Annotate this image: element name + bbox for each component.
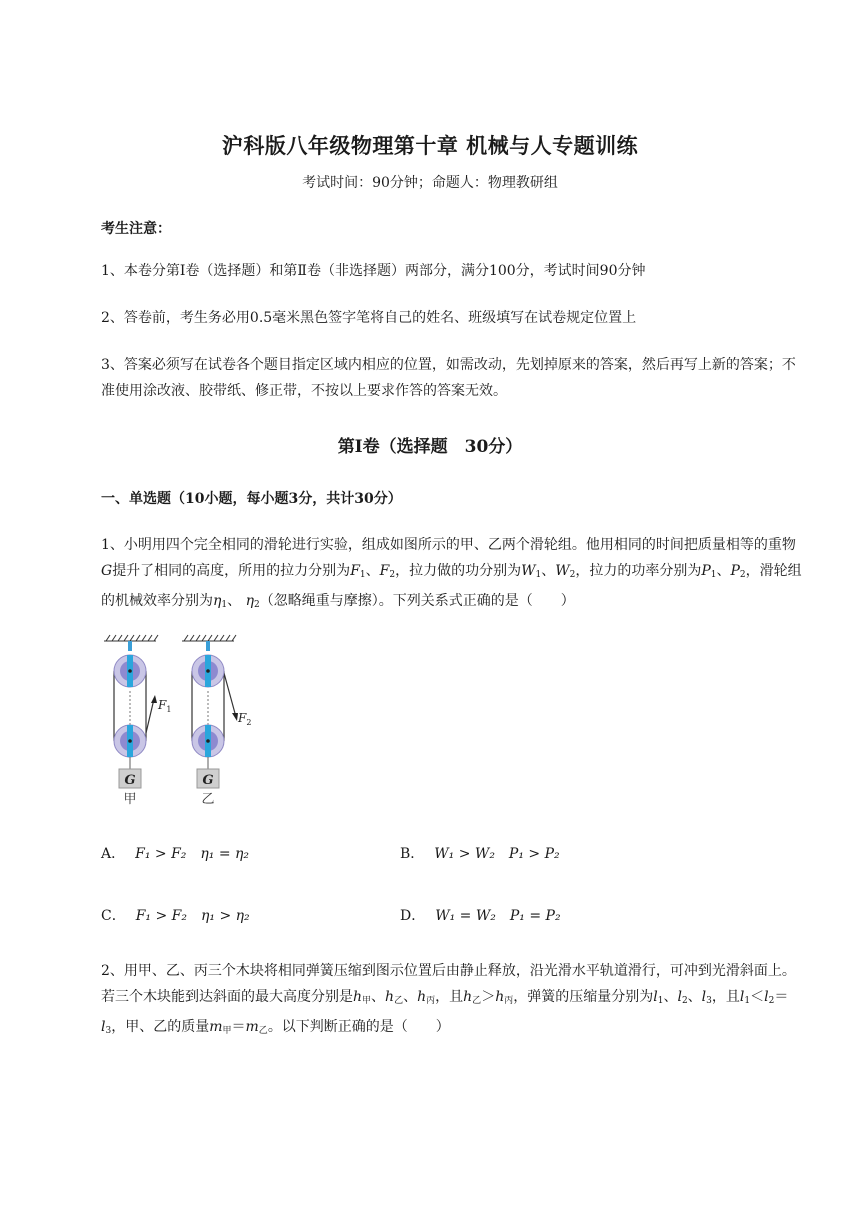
- weight-label-right: G: [202, 773, 214, 788]
- force-label-f2: $F_2$: [238, 711, 252, 727]
- option-b[interactable]: B． W₁ > W₂ P₁ > P₂: [400, 846, 560, 862]
- question-1: 1、小明用四个完全相同的滑轮进行实验，组成如图所示的甲、乙两个滑轮组。他用相同的时间把质量相等的重物G提升了相同的高度，所用的拉力分别为$F_1$、$F_2$，拉力做的功分别为$W_1$、$W_2$，拉力的功率分别为$P_1$、$P_2$，滑轮组的机械效率分别为$\eta_1$、 $\eta_2$（忽略绳重与摩擦）。下列关系式正确的是（ ）: [101, 537, 802, 610]
- option-c[interactable]: C． F₁ > F₂ η₁ > η₂: [101, 908, 250, 924]
- part-title: 一、单选题（10小题，每小题3分，共计30分）: [101, 491, 402, 507]
- force-label-f1: $F_1$: [158, 698, 172, 714]
- pulley-diagram: [100, 633, 270, 809]
- ceiling-left: [104, 635, 158, 641]
- label-yi: 乙: [201, 792, 215, 807]
- notice-item-2: 2、答卷前，考生务必用0.5毫米黑色签字笔将自己的姓名、班级填写在试卷规定位置上: [101, 310, 637, 326]
- question-2: 2、用甲、乙、丙三个木块将相同弹簧压缩到图示位置后由静止释放，沿光滑水平轨道滑行，可冲到光滑斜面上。若三个木块能到达斜面的最大高度分别是$h_甲$、$h_乙$、$h_丙$，且$h_乙>h_丙$，弹簧的压缩量分别为$l_1$、$l_2$、$l_3$，且$l_1<l_2=l_3$，甲、乙的质量$m_甲=m_乙$。以下判断正确的是（ ）: [101, 963, 796, 1036]
- section-title: 第Ⅰ卷（选择题 30分）: [337, 437, 523, 457]
- exam-info: 考试时间：90分钟；命题人：物理教研组: [302, 175, 558, 191]
- label-jia: 甲: [123, 792, 137, 807]
- option-a[interactable]: A． F₁ > F₂ η₁ = η₂: [101, 846, 250, 862]
- page-title: 沪科版八年级物理第十章 机械与人专题训练: [221, 133, 639, 158]
- option-d[interactable]: D． W₁ = W₂ P₁ = P₂: [400, 908, 561, 924]
- notice-heading: 考生注意：: [101, 221, 171, 237]
- weight-label-left: G: [124, 773, 136, 788]
- notice-item-1: 1、本卷分第Ⅰ卷（选择题）和第Ⅱ卷（非选择题）两部分，满分100分，考试时间90分钟: [101, 263, 646, 279]
- notice-item-3: 3、答案必须写在试卷各个题目指定区域内相应的位置，如需改动，先划掉原来的答案，然后再写上新的答案；不准使用涂改液、胶带纸、修正带，不按以上要求作答的答案无效。: [101, 357, 796, 399]
- ceiling-right: [182, 635, 236, 641]
